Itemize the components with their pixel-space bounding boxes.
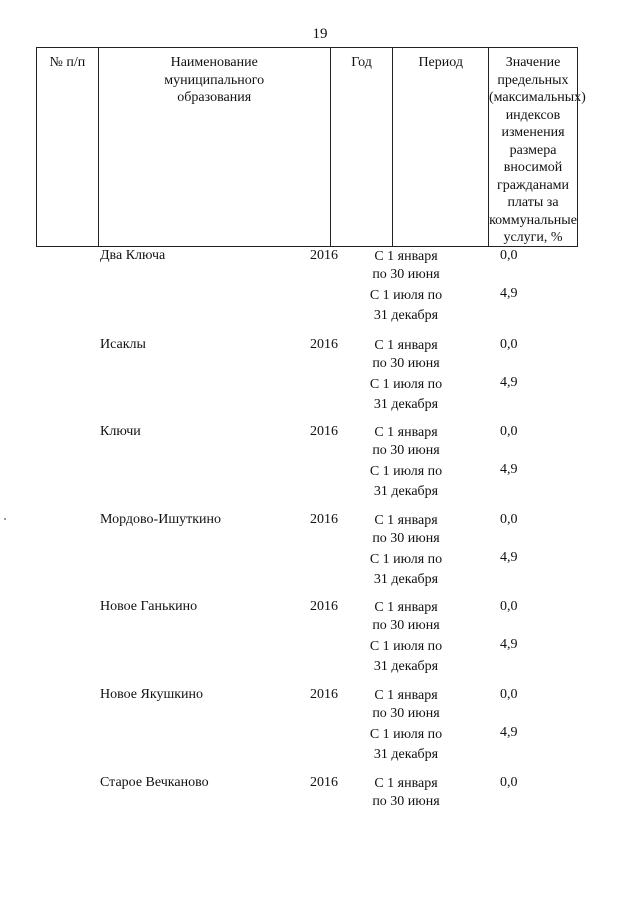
index-value-first-half: 0,0 [500, 248, 518, 263]
year-cell: 2016 [310, 512, 338, 527]
table-row [0, 599, 640, 679]
table-row [0, 512, 640, 592]
period-first-half: С 1 января по 30 июня [372, 688, 440, 721]
year-cell: 2016 [310, 599, 338, 614]
header-name-column [99, 48, 331, 246]
index-value-first-half: 0,0 [500, 599, 518, 614]
table-row [0, 337, 640, 417]
year-cell: 2016 [310, 424, 338, 439]
index-value-second-half: 4,9 [500, 286, 518, 301]
index-value-first-half: 0,0 [500, 337, 518, 352]
header-value-column [489, 48, 586, 246]
period-first-half: С 1 января по 30 июня [372, 425, 440, 458]
index-value-second-half: 4,9 [500, 375, 518, 390]
header-year-label: Год [351, 55, 372, 70]
municipality-name: Мордово-Ишуткино [100, 512, 222, 527]
index-value-first-half: 0,0 [500, 424, 518, 439]
period-first-half: С 1 января по 30 июня [372, 600, 440, 633]
index-value-first-half: 0,0 [500, 687, 518, 702]
header-period-label: Период [418, 55, 463, 70]
municipality-name: Старое Вечканово [100, 775, 209, 790]
year-cell: 2016 [310, 687, 338, 702]
table-row [0, 424, 640, 504]
header-number-column [37, 48, 99, 246]
period-first-half: С 1 января по 30 июня [372, 513, 440, 546]
year-cell: 2016 [310, 775, 338, 790]
period-first-half: С 1 января по 30 июня [372, 249, 440, 282]
municipality-name: Исаклы [100, 337, 146, 352]
page-number: 19 [312, 26, 328, 42]
municipality-name: Новое Ганькино [100, 599, 198, 614]
period-first-half: С 1 января по 30 июня [372, 776, 440, 809]
year-cell: 2016 [310, 248, 338, 263]
header-period-column [393, 48, 489, 246]
period-second-half: С 1 июля по 31 декабря [369, 552, 443, 587]
index-value-second-half: 4,9 [500, 550, 518, 565]
period-second-half: С 1 июля по 31 декабря [369, 639, 443, 674]
index-value-first-half: 0,0 [500, 775, 518, 790]
header-name-label: Наименование муниципального образования [164, 55, 265, 105]
index-value-second-half: 4,9 [500, 462, 518, 477]
municipality-name: Новое Якушкино [100, 687, 204, 702]
period-second-half: С 1 июля по 31 декабря [369, 377, 443, 412]
index-value-second-half: 4,9 [500, 637, 518, 652]
period-second-half: С 1 июля по 31 декабря [369, 727, 443, 762]
index-value-second-half: 4,9 [500, 725, 518, 740]
year-cell: 2016 [310, 337, 338, 352]
header-year-column [331, 48, 394, 246]
period-second-half: С 1 июля по 31 декабря [369, 464, 443, 499]
period-first-half: С 1 января по 30 июня [372, 338, 440, 371]
municipality-name: Ключи [100, 424, 141, 439]
table-row [0, 775, 640, 855]
table-header [36, 47, 586, 247]
header-value-label: Значение предельных (максимальных) индексов изменения размера вносимой гражданами платы за коммунальные услуги, % [489, 55, 586, 245]
scan-speck [4, 518, 6, 520]
municipality-name: Два Ключа [100, 248, 166, 263]
table-row [0, 687, 640, 767]
period-second-half: С 1 июля по 31 декабря [369, 288, 443, 323]
header-number-label: № п/п [49, 55, 86, 70]
table-row [0, 248, 640, 328]
index-value-first-half: 0,0 [500, 512, 518, 527]
